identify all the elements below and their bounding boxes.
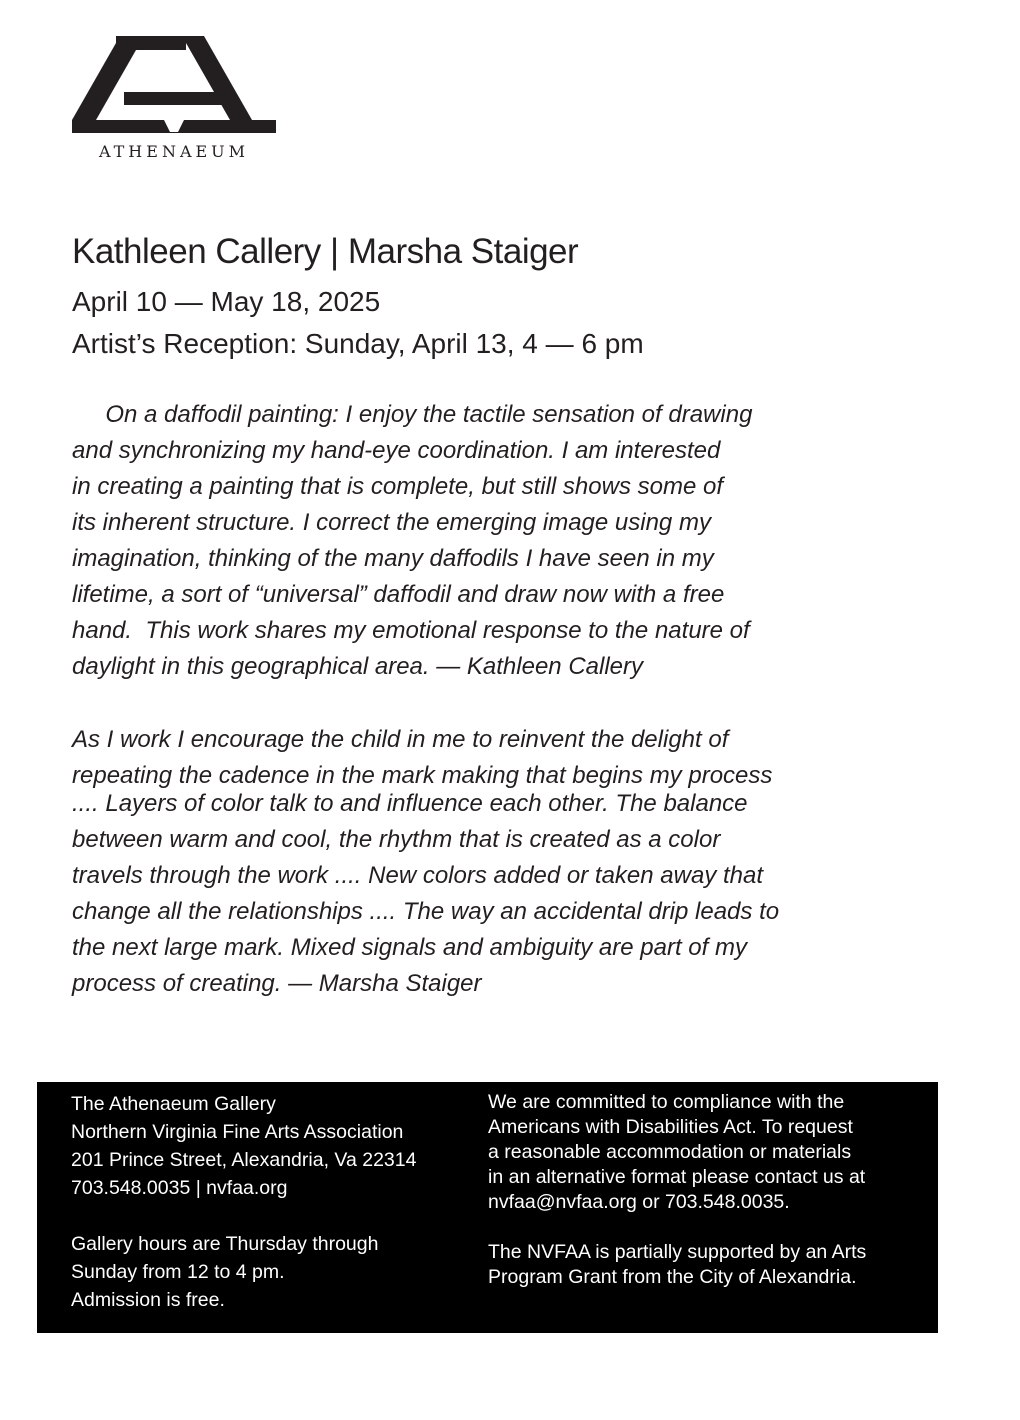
statement-line: process of creating. — Marsha Staiger [72, 970, 482, 997]
ada-line: in an alternative format please contact us at [488, 1166, 866, 1188]
ada-info [488, 1090, 866, 1290]
ada-line: Americans with Disabilities Act. To request [488, 1116, 853, 1138]
street-address: 201 Prince Street, Alexandria, Va 22314 [71, 1149, 417, 1171]
ada-line: a reasonable accommodation or materials [488, 1141, 852, 1163]
athenaeum-a-icon [72, 36, 276, 136]
statement-line: its inherent structure. I correct the emerging image using my [72, 509, 711, 536]
statement-line: imagination, thinking of the many daffodils I have seen in my [72, 545, 714, 572]
ada-line: nvfaa@nvfaa.org or 703.548.0035. [488, 1191, 790, 1213]
statement-line: and synchronizing my hand-eye coordination. I am interested [72, 437, 721, 464]
statement-line: On a daffodil painting: I enjoy the tactile sensation of drawing [72, 401, 753, 428]
admission-line: Admission is free. [71, 1289, 225, 1311]
statement-line: between warm and cool, the rhythm that is created as a color [72, 826, 721, 853]
organization-name: Northern Virginia Fine Arts Association [71, 1121, 404, 1143]
grant-line: Program Grant from the City of Alexandria. [488, 1266, 857, 1288]
statement-line: repeating the cadence in the mark making that begins my process [72, 762, 773, 789]
footer-info-box [37, 1082, 938, 1333]
athenaeum-logo [72, 36, 276, 166]
statement-line: .... Layers of color talk to and influence each other. The balance [72, 790, 748, 817]
ada-line: We are committed to compliance with the [488, 1091, 845, 1113]
contact-line: 703.548.0035 | nvfaa.org [71, 1177, 288, 1199]
hours-line: Gallery hours are Thursday through [71, 1233, 379, 1255]
statement-callery [72, 397, 932, 685]
grant-line: The NVFAA is partially supported by an Arts [488, 1241, 867, 1263]
statement-line: daylight in this geographical area. — Kathleen Callery [72, 653, 643, 680]
gallery-info [71, 1090, 416, 1314]
statement-line: As I work I encourage the child in me to reinvent the delight of [72, 726, 729, 753]
statement-line: lifetime, a sort of “universal” daffodil and draw now with a free [72, 581, 725, 608]
gallery-name: The Athenaeum Gallery [71, 1093, 276, 1115]
logo-wordmark: ATHENAEUM [98, 142, 250, 161]
statement-staiger [72, 722, 932, 1002]
exhibition-dates: April 10 — May 18, 2025 [72, 286, 381, 317]
statement-line: the next large mark. Mixed signals and ambiguity are part of my [72, 934, 747, 961]
hours-line: Sunday from 12 to 4 pm. [71, 1261, 285, 1283]
reception-info: Artist’s Reception: Sunday, April 13, 4 — 6 pm [72, 328, 644, 359]
statement-line: travels through the work .... New colors added or taken away that [72, 862, 764, 889]
statement-line: in creating a painting that is complete, but still shows some of [72, 473, 723, 500]
page-title: Kathleen Callery | Marsha Staiger [72, 232, 579, 271]
statement-line: change all the relationships .... The way an accidental drip leads to [72, 898, 780, 925]
statement-line: hand. This work shares my emotional response to the nature of [72, 617, 750, 644]
